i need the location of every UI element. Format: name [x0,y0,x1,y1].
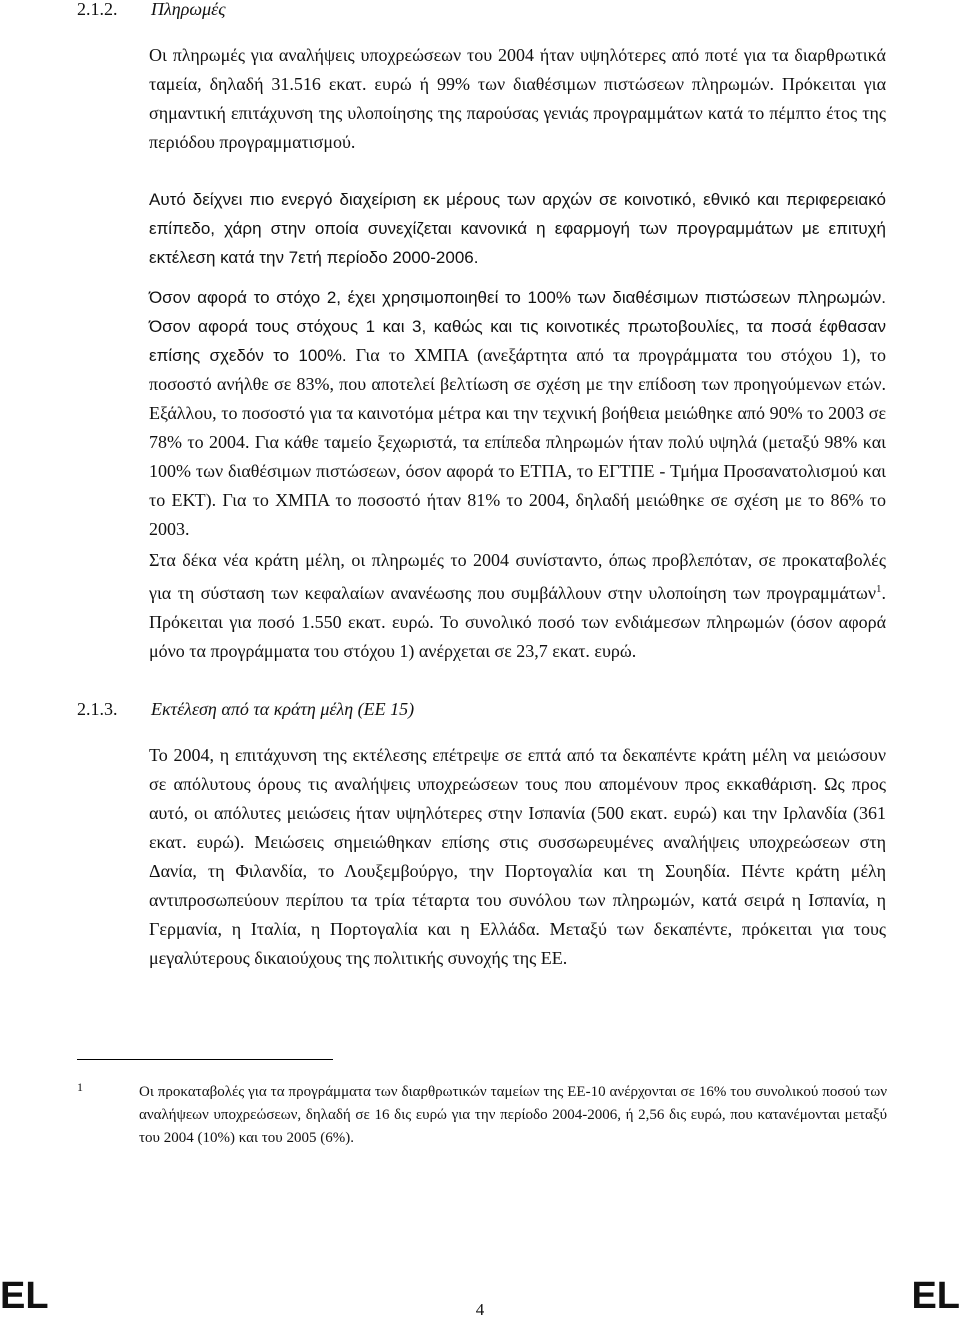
footnote-mark: 1 [77,1080,83,1094]
paragraph-member-state-execution: Το 2004, η επιτάχυνση της εκτέλεσης επέτρεψε σε επτά από τα δεκαπέντε κράτη μέλη να μειώσουν σε απόλυτους όρους τις αναλήψεις υποχρεώσεων τους που απομένουν προς εκκαθάριση. Ως προς αυτό, οι απόλυτες μειώσεις ήταν υψηλότερες στην Ισπανία (500 εκατ. ευρώ) και την Ιρλανδία (361 εκατ. ευρώ). Μειώσεις σημειώθηκαν επίσης στις συσσωρευμένες αναλήψεις υποχρεώσεων στη Δανία, τη Φιλανδία, το Λουξεμβούργο, την Πορτογαλία και τη Σουηδία. Πέντε κράτη μέλη αντιπροσωπεύουν περίπου τα τρία τέταρτα του συνόλου των πληρωμών, κατά σειρά η Ισπανία, η Γερμανία, η Ιταλία, η Πορτογαλία και η Ελλάδα. Μεταξύ των δεκαπέντε, πρόκειται για τους μεγαλύτερους δικαιούχους της πολιτικής συνοχής της ΕΕ. [149,745,886,968]
footer-language-left: EL [0,1275,49,1317]
footnote-reference[interactable]: 1 [876,583,882,595]
paragraph-new-member-states [149,546,886,666]
section-title: Πληρωμές [151,0,226,19]
paragraph-objectives-payments [149,283,886,544]
section-title: Εκτέλεση από τα κράτη μέλη (ΕΕ 15) [151,699,415,719]
section-number: 2.1.3. [77,699,118,719]
paragraph-active-management: Αυτό δείχνει πιο ενεργό διαχείριση εκ μέρους των αρχών σε κοινοτικό, εθνικό και περιφερειακό επίπεδο, χάρη στην οποία συνεχίζεται κανονικά η εφαρμογή των προγραμμάτων με επιτυχή εκτέλεση κατά την 7ετή περίοδο 2000-2006. [149,190,886,267]
fifg-sentence: Για το ΧΜΠΑ (ανεξάρτητα από τα προγράμματα του στόχου 1), το ποσοστό ανήλθε σε 83%, που αποτελεί βελτίωση σε σχέση με την επίδοση των προηγούμενων ετών. Εξάλλου, το ποσοστό για τα καινοτόμα μέτρα και την τεχνική βοήθεια μειώθηκε από 90% το 2003 σε 78% το 2004. Για κάθε ταμείο ξεχωριστά, τα επίπεδα πληρωμών ήταν πολύ υψηλά (μεταξύ 98% και 100% των διαθέσιμων πιστώσεων, όσον αφορά το ΕΤΠΑ, το ΕΓΤΠΕ - Τμήμα Προσανατολισμού και το ΕΚΤ). Για το ΧΜΠΑ το ποσοστό ήταν 81% το 2004, δηλαδή μειώθηκε σε σχέση με το 86% το 2003. [149,345,887,539]
section-heading-2-1-3 [77,697,414,721]
footer-language-right: EL [911,1275,960,1317]
section-number: 2.1.2. [77,0,118,19]
section-heading-2-1-2 [77,0,226,21]
objectives-sentence: Όσον αφορά το στόχο 2, έχει χρησιμοποιηθεί το 100% των διαθέσιμων πιστώσεων πληρωμών. Όσον αφορά τους στόχους 1 και 3, καθώς και τις κοινοτικές πρωτοβουλίες, τα ποσά έφθασαν επίσης σχεδόν το 100%. [149,288,886,365]
page-number: 4 [475,1300,485,1319]
amount-text: . Πρόκειται για ποσό 1.550 εκατ. ευρώ. Το συνολικό ποσό των ενδιάμεσων πληρωμών (όσον αφορά μόνο τα προγράμματα του στόχου 1) ανέρχεται σε 23,7 εκατ. ευρώ. [149,583,886,661]
paragraph-payments-record: Οι πληρωμές για αναλήψεις υποχρεώσεων του 2004 ήταν υψηλότερες από ποτέ για τα διαρθρωτικά ταμεία, δηλαδή 31.516 εκατ. ευρώ ή 99% των διαθέσιμων πιστώσεων πληρωμών. Πρόκειται για σημαντική επιτάχυνση της υλοποίησης της παρούσας γενιάς προγραμμάτων κατά το πέμπτο έτος της περιόδου προγραμματισμού. [149,45,886,152]
advances-text: Στα δέκα νέα κράτη μέλη, οι πληρωμές το 2004 συνίσταντο, όπως προβλεπόταν, σε προκαταβολές για τη σύσταση των κεφαλαίων ανανέωσης που συμβάλλουν στην υλοποίηση των προγραμμάτων [149,550,886,603]
footnote-separator [77,1059,333,1060]
footnote-text: Οι προκαταβολές για τα προγράμματα των διαρθρωτικών ταμείων της ΕΕ-10 ανέρχονται σε 16% του συνολικού ποσού των αναλήψεων υποχρεώσεων, δηλαδή σε 16 δις ευρώ για την περίοδο 2004-2006, ή 2,56 δις ευρώ, που κατανέμονται μεταξύ του 2004 (10%) και του 2005 (6%). [139,1084,887,1146]
